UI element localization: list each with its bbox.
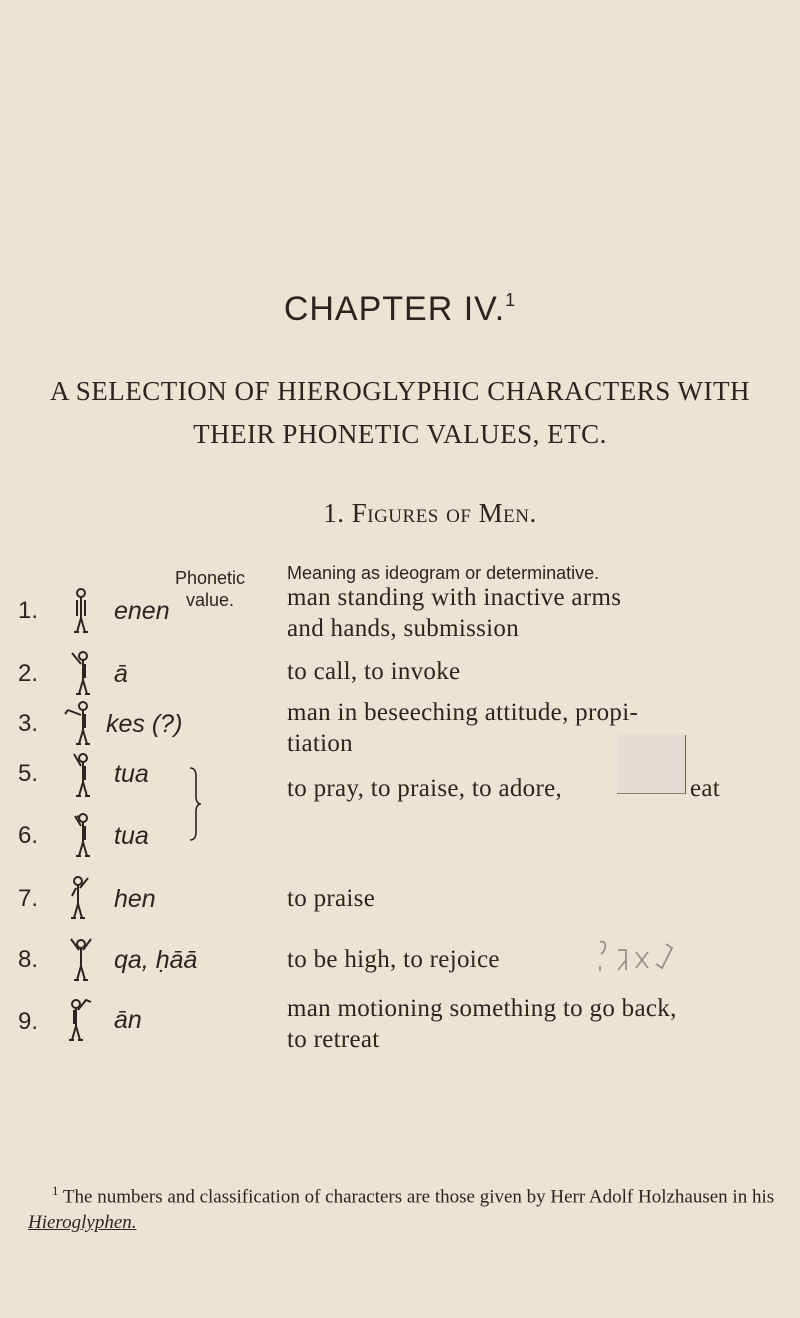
meaning-line: man motioning something to go back, [287,995,677,1022]
row-number: 1. [18,597,39,624]
row-number: 8. [18,946,39,973]
meaning-line: to be high, to rejoice [287,946,500,973]
book-title: Hieroglyphen. [28,1212,137,1234]
grouping-brace [188,766,202,842]
retreating-man-hieroglyph-icon [64,996,94,1042]
footnote-marker: 1 [52,1183,59,1198]
phonetic-value: ān [114,1006,142,1034]
meaning-line: to call, to invoke [287,658,461,685]
phonetic-value: enen [114,597,170,625]
footnote: $^1$ The numbers and classification of characters are those given by Herr Adolf Holzhausen in his Hieroglyphen. [28,1183,775,1234]
phonetic-value: tua [114,760,149,788]
meaning-line: to pray, to praise, to adore, [287,775,563,802]
row-number: 3. [18,710,39,737]
meaning-line: man in beseeching attitude, propi- [287,699,639,726]
adoring-man-hieroglyph-icon [66,812,96,858]
rejoicing-man-hieroglyph-icon [66,936,96,982]
beseeching-man-hieroglyph-icon [64,700,94,746]
faint-annotation-marks [596,938,686,974]
phonetic-value: hen [114,885,156,913]
calling-man-hieroglyph-icon [66,650,96,696]
covered-fragment: eat [690,775,721,802]
phonetic-column-heading: Phonetic value. [174,568,246,610]
meaning-line: man standing with inactive arms [287,584,622,611]
heading-line-1: A SELECTION OF HIEROGLYPHIC CHARACTERS WITH [49,376,751,406]
phonetic-value: ā [114,660,128,688]
standing-man-hieroglyph-icon [66,588,96,634]
row-number: 6. [18,822,39,849]
meaning-line: to retreat [287,1026,380,1053]
meaning-line: and hands, submission [287,615,519,642]
section-title: 1. Figures of Men. [323,498,537,528]
row-number: 9. [18,1008,39,1035]
row-number: 2. [18,660,39,687]
praising-man-hieroglyph-icon [64,874,94,920]
meaning-line: to praise [287,885,376,912]
row-number: 5. [18,760,39,787]
paper-slip-overlay [617,735,686,794]
heading-line-2: THEIR PHONETIC VALUES, ETC. [193,419,607,449]
meaning-column-heading: Meaning as ideogram or determinative. [287,563,600,583]
meaning-line: tiation [287,730,353,757]
phonetic-value: kes (?) [106,710,183,738]
praying-man-hieroglyph-icon [66,752,96,798]
phonetic-value: tua [114,822,149,850]
phonetic-value: qa, ḥāā [114,946,198,974]
footnote-ref: 1 [505,290,517,310]
row-number: 7. [18,885,39,912]
chapter-title: CHAPTER IV.$^1$ [283,290,517,328]
